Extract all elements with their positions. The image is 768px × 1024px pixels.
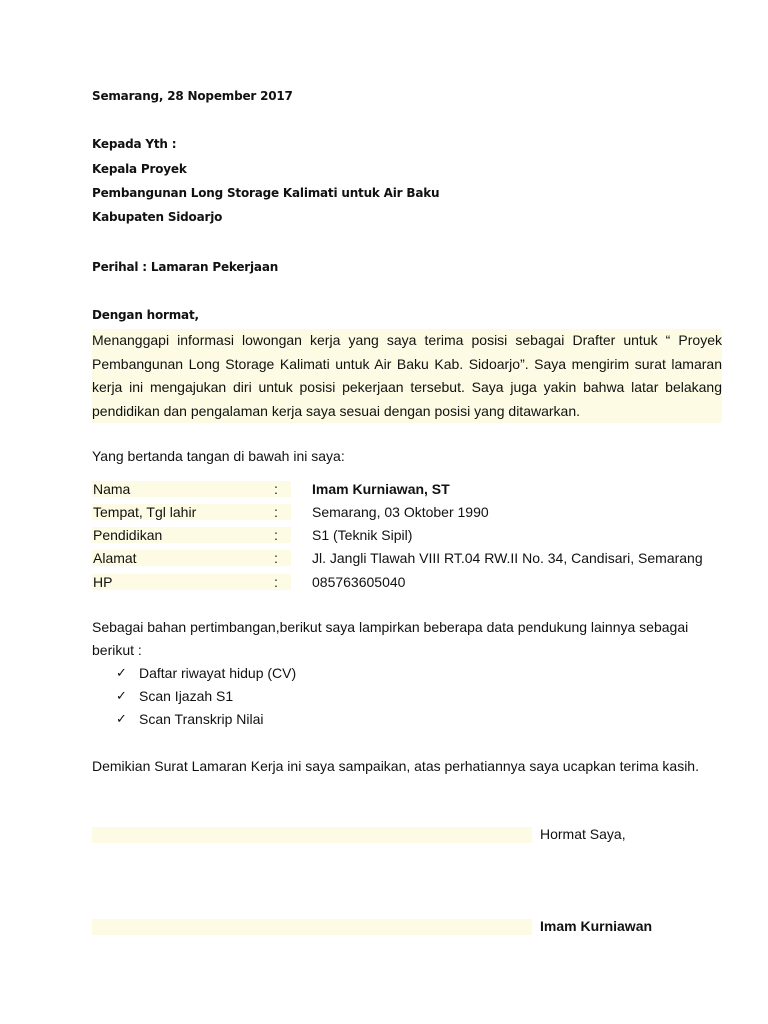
checkmark-icon: ✓ xyxy=(116,665,127,680)
place-date: Semarang, 28 Nopember 2017 xyxy=(92,89,293,103)
consideration-line-1: Sebagai bahan pertimbangan,berikut saya lampirkan beberapa data pendukung lainnya sebagai xyxy=(92,619,689,635)
field-colon: : xyxy=(274,504,278,520)
closing-line: Demikian Surat Lamaran Kerja ini saya sampaikan, atas perhatiannya saya ucapkan terima kasih. xyxy=(92,758,699,774)
field-value-address: Jl. Jangli Tlawah VIII RT.04 RW.II No. 34, Candisari, Semarang xyxy=(312,550,703,566)
field-label: HP xyxy=(92,574,291,590)
recipient-title: Kepala Proyek xyxy=(92,162,187,176)
undersigned-line: Yang bertanda tangan di bawah ini saya: xyxy=(92,448,345,464)
checkmark-icon: ✓ xyxy=(116,688,127,703)
field-colon: : xyxy=(274,574,278,590)
field-label: Tempat, Tgl lahir xyxy=(92,504,291,520)
field-colon: : xyxy=(274,481,278,497)
salutation: Hormat Saya, xyxy=(540,826,626,842)
intro-paragraph: Menanggapi informasi lowongan kerja yang saya terima posisi sebagai Drafter untuk “ Proyek Pembangunan Long Storage Kalimati untuk Air Baku Kab. Sidoarjo”. Saya mengirim surat lamaran kerja ini mengajukan diri untuk posisi pekerjaan tersebut. Saya juga yakin bahwa latar belakang pendidikan dan pengalaman kerja saya sesuai dengan posisi yang ditawarkan. xyxy=(92,329,722,423)
field-value-phone: 085763605040 xyxy=(312,574,406,590)
signature-spacer xyxy=(92,919,532,935)
field-value-name: Imam Kurniawan, ST xyxy=(312,481,450,497)
field-label: Pendidikan xyxy=(92,527,291,543)
checkmark-icon: ✓ xyxy=(116,711,127,726)
attachment-item: Scan Ijazah S1 xyxy=(139,688,234,704)
signature-spacer xyxy=(92,827,532,843)
field-label: Nama xyxy=(92,481,291,497)
subject-line: Perihal : Lamaran Pekerjaan xyxy=(92,260,279,274)
field-colon: : xyxy=(274,527,278,543)
field-label: Alamat xyxy=(92,550,291,566)
signer-name: Imam Kurniawan xyxy=(540,918,653,934)
field-value-education: S1 (Teknik Sipil) xyxy=(312,527,413,543)
consideration-line-2: berikut : xyxy=(92,642,142,658)
field-colon: : xyxy=(274,550,278,566)
to-line: Kepada Yth : xyxy=(92,137,177,151)
attachment-item: Daftar riwayat hidup (CV) xyxy=(139,665,297,681)
project-line: Pembangunan Long Storage Kalimati untuk Air Baku xyxy=(92,186,440,200)
field-value-birth: Semarang, 03 Oktober 1990 xyxy=(312,504,489,520)
attachment-item: Scan Transkrip Nilai xyxy=(139,711,264,727)
greeting: Dengan hormat, xyxy=(92,308,199,322)
regency-line: Kabupaten Sidoarjo xyxy=(92,210,223,224)
